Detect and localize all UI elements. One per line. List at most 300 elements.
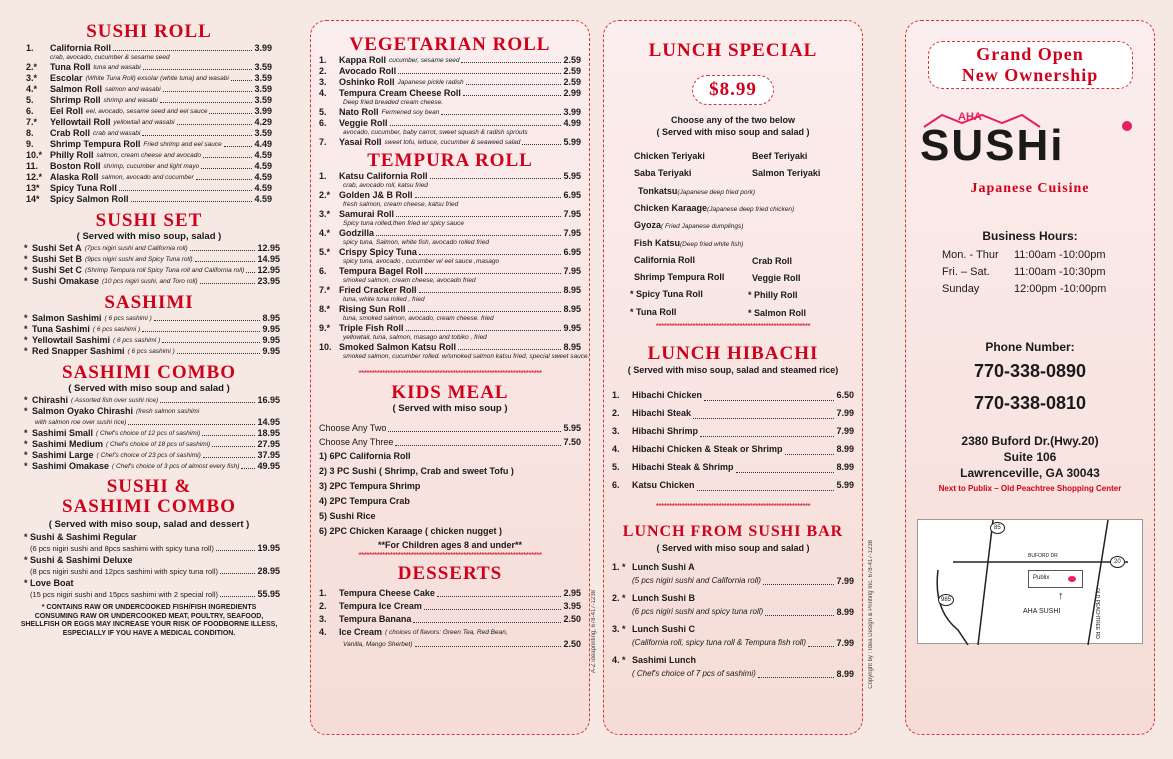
- dot-leader: [785, 440, 835, 455]
- item-price: 3.99: [254, 43, 272, 53]
- item-number: 10.: [319, 342, 332, 352]
- cuisine: Japanese Cuisine: [970, 181, 1090, 196]
- menu-item: [24, 417, 280, 428]
- item-number: *: [24, 346, 28, 356]
- item-name: Shrimp Roll: [50, 95, 101, 105]
- item-name: Sashimi Small: [32, 428, 94, 438]
- item-desc: ( 6 pcs sashimi ): [92, 326, 141, 333]
- item-desc: (9pcs nigiri sushi and Spicy Tuna roll): [85, 256, 193, 263]
- item-number: 8.: [26, 128, 34, 138]
- item-sub-desc: spicy tuna, avocado , cucumber w/ eel sauce ,masago: [343, 258, 500, 265]
- item-name: Spicy Tuna Roll: [50, 183, 117, 193]
- menu-item: [319, 190, 581, 201]
- item-number: *: [24, 313, 28, 323]
- dot-leader: [700, 422, 834, 437]
- warning-line: CONSUMING RAW OR UNDERCOOKED MEAT, POULTRY, SEAFOOD,: [34, 612, 264, 620]
- divider: **********************************************************************: [358, 369, 542, 378]
- panel-sushi: [18, 20, 280, 735]
- lunch-option-desc: (Japanese deep fried chicken): [707, 205, 795, 213]
- item-price: 7.95: [563, 209, 581, 219]
- sushi-sashimi-combo-title2: SASHIMI COMBO: [62, 496, 236, 517]
- kids-choice-name: Choose Any Three: [319, 437, 394, 447]
- lunch-option-name: California Roll: [634, 254, 696, 265]
- item-price: 2.59: [563, 66, 581, 76]
- item-number: 13*: [26, 183, 40, 193]
- lunch-special-price: $8.99: [709, 79, 757, 100]
- item-number: 5.*: [319, 247, 331, 257]
- item-price: 4.29: [254, 117, 272, 127]
- lunch-option-name: Shrimp Tempura Roll: [634, 272, 725, 283]
- dot-leader: [430, 171, 562, 179]
- dot-leader: [388, 421, 561, 432]
- item-number: 3.: [319, 614, 327, 624]
- item-desc: yellowtail and wasabi: [113, 119, 175, 126]
- lunch-option: Beef Teriyaki: [752, 151, 808, 161]
- lunch-hibachi-sub: ( Served with miso soup, salad and steamed rice): [627, 365, 839, 375]
- dot-leader: [704, 386, 834, 401]
- item-name: Lunch Sushi C: [632, 624, 695, 634]
- menu-item: [26, 183, 272, 194]
- item-price: 3.59: [254, 73, 272, 83]
- sushi-roll-title: SUSHI ROLL: [86, 21, 212, 42]
- item-desc: (Shrimp Tempura roll Spicy Tuna roll and California roll): [85, 267, 245, 274]
- item-price: 7.50: [563, 437, 581, 447]
- item-name: Hibachi Chicken: [632, 390, 703, 400]
- item-number: *: [24, 461, 28, 471]
- dot-leader: [128, 417, 255, 425]
- item-price: 6.95: [563, 247, 581, 257]
- item-desc: ( Chef's choice of 23 pcs of sashimi): [96, 452, 201, 459]
- combo-desc: (6 pcs nigiri sushi and 8pcs sashimi with spicy tuna roll): [30, 544, 214, 553]
- item-number: 1. *: [612, 562, 626, 572]
- item-number: 4.*: [319, 228, 331, 238]
- item-price: 4.49: [254, 139, 272, 149]
- hours-day: Sunday: [942, 283, 980, 295]
- item-desc: crab and wasabi: [93, 130, 141, 137]
- item-price: 3.99: [254, 106, 272, 116]
- item-price: 23.95: [257, 276, 280, 286]
- menu-item: [24, 324, 280, 335]
- item-price: 14.95: [257, 417, 280, 427]
- item-desc: (10 pcs nigiri sushi, and Toro roll): [102, 278, 198, 285]
- menu-item: [319, 613, 581, 626]
- menu-item: [319, 587, 581, 600]
- panel-rolls: [310, 20, 590, 735]
- item-desc: (7pcs nigiri sushi and California roll): [84, 245, 188, 252]
- item-sub-desc: tuna, white tuna rolled , fried: [343, 296, 425, 303]
- dot-leader: [413, 613, 561, 623]
- combo-name: * Sushi & Sashimi Deluxe: [24, 555, 133, 565]
- item-sub-desc: smoked salmon, cream cheese, avocado fried: [343, 277, 476, 284]
- item-number: 7.*: [319, 285, 331, 295]
- item-price: 5.99: [563, 137, 581, 147]
- item-number: 4.: [319, 627, 327, 637]
- dot-leader: [395, 435, 561, 446]
- dot-leader: [246, 265, 255, 273]
- menu-item: [26, 194, 272, 205]
- item-sub-desc: smoked salmon, cucumber rolled. w/smoked salmon katsu fried, special sweet sauce.: [343, 353, 590, 360]
- item-desc: shrimp and wasabi: [103, 97, 158, 104]
- menu-item: [26, 84, 272, 95]
- lunch-sushi-desc: (6 pcs nigiri sushi and spicy tuna roll): [632, 607, 764, 616]
- item-price: 2.95: [563, 588, 581, 598]
- item-number: 9.: [26, 139, 34, 149]
- lunch-sushi-desc: ( Chef's choice of 7 pcs of sashimi): [632, 669, 756, 678]
- item-number: 6.: [26, 106, 34, 116]
- item-name: Tempura Ice Cream: [339, 601, 422, 611]
- menu-item: [24, 450, 280, 461]
- lunch-special-sub2: ( Served with miso soup and salad ): [656, 127, 810, 137]
- menu-item: [26, 43, 272, 54]
- lunch-option-name: Saba Teriyaki: [634, 168, 692, 179]
- dot-leader: [241, 461, 255, 469]
- lunch-option-name: Gyoza: [634, 220, 662, 231]
- menu-item: [26, 95, 272, 106]
- item-price: 37.95: [257, 450, 280, 460]
- item-price: 5.99: [836, 480, 854, 490]
- menu-item: [24, 276, 280, 287]
- phone-2: 770-338-0810: [973, 393, 1087, 413]
- hours-day: Mon. - Thur: [942, 249, 999, 261]
- tempura-roll-title: TEMPURA ROLL: [367, 150, 533, 171]
- item-price: 3.59: [254, 84, 272, 94]
- divider: ***********************************************************: [655, 322, 811, 331]
- item-name: Sushi Set A: [32, 243, 82, 253]
- lunch-option: * Salmon Roll: [748, 307, 807, 318]
- sushi-sashimi-combo-list: [18, 531, 280, 600]
- kids-item: 6) 2PC Chicken Karaage ( chicken nugget ): [319, 526, 503, 536]
- dot-leader: [693, 404, 834, 419]
- dot-leader: [390, 118, 562, 126]
- item-name: Chirashi: [32, 395, 69, 405]
- menu-item: [319, 77, 581, 88]
- item-price: 7.99: [836, 576, 854, 586]
- item-name: Escolar: [50, 73, 83, 83]
- item-price: 8.99: [836, 444, 854, 454]
- item-price: 16.95: [257, 395, 280, 405]
- item-price: 7.99: [836, 408, 854, 418]
- menu-item: [319, 88, 581, 99]
- lunch-sushi-name: [612, 622, 854, 636]
- menu-item: [612, 458, 854, 476]
- item-desc: (fresh salmon sashimi: [136, 408, 200, 415]
- dot-leader: [466, 77, 562, 85]
- menu-item: [24, 335, 280, 346]
- menu-item: [319, 228, 581, 239]
- item-name: Tempura Cream Cheese Roll: [339, 88, 461, 98]
- hours-time: 12:00pm -10:00pm: [1014, 283, 1107, 295]
- item-number: 1.: [319, 55, 327, 65]
- dot-leader: [195, 254, 256, 262]
- menu-item: [26, 139, 272, 150]
- kids-meal-note: **For Children ages 8 and under**: [377, 540, 523, 550]
- item-name: Ice Cream: [339, 627, 383, 637]
- kids-item: 1) 6PC California Roll: [319, 451, 411, 461]
- item-desc: with salmon roe over sushi rice): [35, 419, 127, 426]
- item-name: Nato Roll: [339, 107, 379, 117]
- item-number: 2.: [319, 601, 327, 611]
- banner-line2: New Ownership: [961, 65, 1099, 85]
- sushi-set-sub: ( Served with miso soup, salad ): [76, 231, 222, 242]
- item-price: 9.95: [262, 346, 280, 356]
- dot-leader: [458, 342, 561, 350]
- dot-leader: [408, 304, 562, 312]
- hwy-20-badge: 20: [1110, 556, 1125, 568]
- kids-item: 4) 2PC Tempura Crab: [319, 496, 410, 506]
- side-note-left: A-Z ideaprinting, 678-417-1238: [591, 590, 597, 674]
- item-number: 3.*: [319, 209, 331, 219]
- menu-item: [319, 266, 581, 277]
- item-name: Spicy Salmon Roll: [50, 194, 129, 204]
- item-price: 4.59: [254, 161, 272, 171]
- dot-leader: [765, 605, 834, 616]
- item-price: 9.95: [262, 324, 280, 334]
- dot-leader: [425, 266, 562, 274]
- sashimi-title: SASHIMI: [104, 292, 194, 313]
- sushi-set-list: [18, 243, 280, 287]
- item-number: *: [24, 265, 28, 275]
- sushi-sashimi-combo-sub: ( Served with miso soup, salad and dessert ): [48, 519, 250, 530]
- sushi-set-title: SUSHI SET: [95, 210, 203, 231]
- dot-leader: [441, 107, 561, 115]
- lunch-option: [634, 148, 705, 165]
- dot-leader: [190, 243, 256, 251]
- item-number: 6.: [319, 118, 327, 128]
- item-price: 6.50: [836, 390, 854, 400]
- logo-small-text: AHA: [958, 111, 982, 123]
- dot-leader: [142, 324, 260, 332]
- item-price: 8.99: [836, 607, 854, 617]
- item-sub-desc: avocado, cucumber, baby carrot, sweet squash & radish sprouts: [343, 129, 528, 136]
- logo-dot-icon: [1122, 121, 1132, 131]
- lunch-sushi-bar-list: [604, 560, 862, 681]
- kids-choice: [319, 435, 581, 449]
- dot-leader: [461, 55, 561, 63]
- menu-item: [612, 440, 854, 458]
- kids-meal-choices: [311, 421, 589, 449]
- item-price: 3.59: [254, 128, 272, 138]
- item-price: 5.95: [563, 171, 581, 181]
- item-number: *: [24, 450, 28, 460]
- menu-item: [612, 386, 854, 404]
- dot-leader: [697, 476, 835, 491]
- panel-lunch: [603, 20, 863, 735]
- item-number: *: [24, 406, 28, 416]
- dot-leader: [763, 574, 835, 585]
- item-desc: eel, avocado, sesame seed and eel sauce: [86, 108, 208, 115]
- menu-item: [26, 73, 272, 84]
- dessert-list: [311, 587, 589, 639]
- lunch-hibachi-title: LUNCH HIBACHI: [647, 343, 819, 364]
- item-price: 27.95: [257, 439, 280, 449]
- item-sub-desc: Spicy tuna rolled,then fried w/ spicy sauce: [343, 220, 465, 227]
- menu-item: [612, 476, 854, 494]
- item-number: 3.: [612, 426, 620, 436]
- item-number: 1.: [612, 390, 620, 400]
- item-price: 9.95: [262, 335, 280, 345]
- item-price: 55.95: [257, 589, 280, 599]
- item-name: Veggie Roll: [339, 118, 388, 128]
- item-name: Boston Roll: [50, 161, 101, 171]
- tempura-roll-list: [311, 171, 589, 361]
- lunch-special-options: [604, 138, 862, 318]
- item-price: 3.99: [563, 107, 581, 117]
- vegetarian-roll-title: VEGETARIAN ROLL: [349, 34, 551, 55]
- dot-leader: [200, 276, 256, 284]
- item-sub-desc: crab, avocado roll, katsu fried: [343, 182, 428, 189]
- menu-item: [24, 265, 280, 276]
- item-name: Katsu California Roll: [339, 171, 428, 181]
- item-number: 2.*: [319, 190, 331, 200]
- lunch-sushi-row: [612, 667, 854, 681]
- item-price: 14.95: [257, 254, 280, 264]
- menu-item: [26, 150, 272, 161]
- item-desc: salmon and wasabi: [105, 86, 161, 93]
- item-number: *: [24, 439, 28, 449]
- menu-item: [26, 161, 272, 172]
- combo-row: [24, 566, 280, 577]
- item-desc: ( 6 pcs sashimi ): [113, 337, 161, 344]
- hours-day: Fri. – Sat.: [942, 266, 990, 278]
- kids-choice: [319, 421, 581, 435]
- menu-item: [319, 626, 581, 639]
- dot-leader: [224, 139, 253, 147]
- sashimi-combo-title: SASHIMI COMBO: [62, 362, 236, 383]
- item-number: *: [24, 395, 28, 405]
- dot-leader: [216, 543, 256, 551]
- lunch-option-desc: (Deep fried white fish): [680, 240, 744, 248]
- item-price: 18.95: [257, 428, 280, 438]
- item-desc: ( 6 pcs sashimi ): [127, 348, 175, 355]
- banner-line1: Grand Open: [976, 44, 1084, 64]
- item-name: Fried Cracker Roll: [339, 285, 417, 295]
- divider: **********************************************************************: [358, 551, 542, 560]
- item-number: 1.: [26, 43, 34, 53]
- dot-leader: [143, 62, 253, 70]
- item-name: Eel Roll: [50, 106, 84, 116]
- item-name: California Roll: [50, 43, 112, 53]
- lunch-option: [630, 286, 703, 303]
- lunch-sushi-row: [612, 636, 854, 650]
- item-number: 5.: [612, 462, 620, 472]
- lunch-option: [634, 269, 724, 286]
- item-name: Yellowtail Roll: [50, 117, 111, 127]
- item-number: [24, 417, 32, 428]
- item-name: Hibachi Shrimp: [632, 426, 699, 436]
- menu-item: [26, 106, 272, 117]
- item-name: Tempura Bagel Roll: [339, 266, 423, 276]
- item-name: Samurai Roll: [339, 209, 395, 219]
- kids-item: 5) Sushi Rice: [319, 511, 376, 521]
- dot-leader: [419, 247, 562, 255]
- item-name: Godzilla: [339, 228, 375, 238]
- item-desc: ( Chef's choice of 18 pcs of sashimi): [106, 441, 211, 448]
- item-number: 1.: [319, 588, 327, 598]
- item-desc: sweet tofu, lettuce, cucumber & seaweed salad: [384, 139, 521, 146]
- phone-1: 770-338-0890: [973, 361, 1087, 381]
- sashimi-list: [18, 313, 280, 357]
- lunch-option: * Philly Roll: [748, 290, 798, 301]
- lunch-sushi-row: [612, 605, 854, 619]
- menu-item: [319, 171, 581, 182]
- kids-item: 3) 2PC Tempura Shrimp: [319, 481, 421, 491]
- address-line3: Lawrenceville, GA 30043: [960, 466, 1100, 480]
- item-sub-desc: crab, avocado, cucumber & sesame seed: [50, 54, 170, 61]
- sashimi-combo-sub: ( Served with miso soup and salad ): [68, 383, 230, 394]
- menu-item: [319, 137, 581, 148]
- item-number: 2.: [319, 66, 327, 76]
- item-price: 7.95: [563, 228, 581, 238]
- item-name: Red Snapper Sashimi: [32, 346, 125, 356]
- item-number: 2. *: [612, 593, 626, 603]
- item-number: *: [24, 428, 28, 438]
- road-buford-label: BUFORD DR: [1028, 553, 1058, 559]
- item-price: 12.95: [257, 243, 280, 253]
- hours-time: 11:00am -10:00pm: [1014, 249, 1106, 261]
- combo-name: * Love Boat: [24, 578, 74, 588]
- phone-title: Phone Number:: [985, 340, 1075, 354]
- item-desc: Japanese pickle radish: [397, 79, 464, 86]
- location-map: [917, 519, 1143, 644]
- item-name: Sushi Set C: [32, 265, 83, 275]
- item-desc: ( Chef's choice of 3 pcs of almost every fish): [112, 463, 240, 470]
- item-number: 4. *: [612, 655, 626, 665]
- item-desc: cucumber, sesame seed: [389, 57, 460, 64]
- lunch-option-desc: (Japanese deep fried pork): [677, 188, 756, 196]
- item-number: 4.: [612, 444, 620, 454]
- dot-leader: [163, 84, 253, 92]
- item-number: 8.*: [319, 304, 331, 314]
- item-price: 4.59: [254, 183, 272, 193]
- dot-leader: [398, 66, 561, 74]
- lunch-option: Salmon Teriyaki: [752, 168, 821, 179]
- lunch-special-sub1: Choose any of the two below: [670, 115, 795, 125]
- lunch-option: [630, 304, 676, 321]
- menu-item: [24, 243, 280, 254]
- item-price: 6.95: [563, 190, 581, 200]
- item-name: Yellowtail Sashimi: [32, 335, 111, 345]
- sushi-sashimi-combo-title1: SUSHI &: [106, 476, 192, 497]
- dot-leader: [203, 450, 256, 458]
- road-peachtree-label: OLD PEACHTREE RD: [1094, 588, 1100, 639]
- lunch-option: Crab Roll: [752, 255, 793, 266]
- item-price: 28.95: [257, 566, 280, 576]
- dot-leader: [437, 587, 562, 597]
- item-number: 4.: [319, 88, 327, 98]
- lunch-hibachi-list: [604, 386, 862, 494]
- item-name: Lunch Sushi B: [632, 593, 695, 603]
- dot-leader: [196, 172, 253, 180]
- item-name: Golden J& B Roll: [339, 190, 413, 200]
- warning-line: ESPECIALLY IF YOU HAVE A MEDICAL CONDITION.: [62, 629, 236, 637]
- item-number: 3.*: [26, 73, 38, 83]
- dot-leader: [203, 150, 253, 158]
- address-line1: 2380 Buford Dr.(Hwy.20): [961, 434, 1099, 448]
- item-desc: ( 6 pcs sashimi ): [104, 315, 152, 322]
- dot-leader: [736, 458, 835, 473]
- item-desc: shrimp, cucumber and light mayo: [103, 163, 200, 170]
- divider: ***********************************************************: [655, 502, 811, 511]
- item-price: 7.99: [836, 638, 854, 648]
- item-price: 8.99: [836, 462, 854, 472]
- item-number: 11.: [26, 161, 39, 171]
- raw-food-warning: [18, 604, 280, 638]
- item-number: 3.: [319, 77, 327, 87]
- vegetarian-roll-list: [311, 55, 589, 148]
- item-desc: salmon, cream cheese and avocado: [96, 152, 201, 159]
- dot-leader: [415, 190, 562, 198]
- combo-row: [24, 543, 280, 554]
